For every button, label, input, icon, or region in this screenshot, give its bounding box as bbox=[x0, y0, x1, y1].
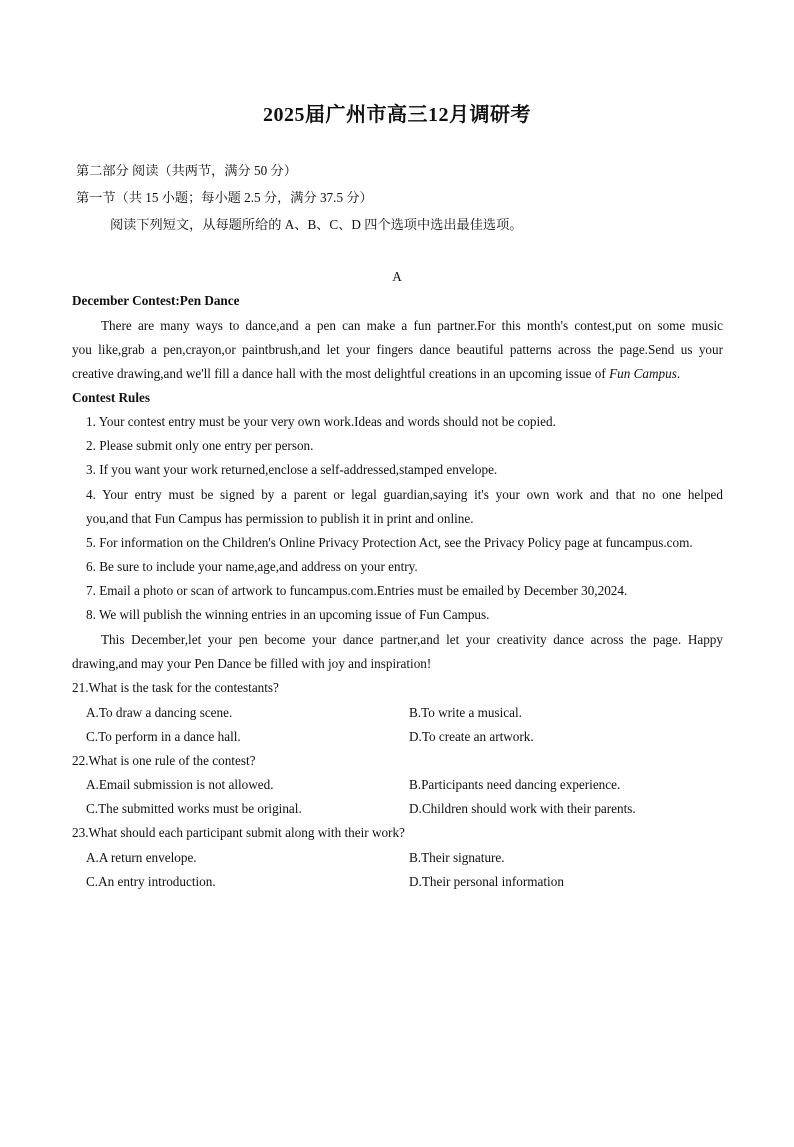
option-d[interactable]: D.To create an artwork. bbox=[409, 729, 534, 744]
rule-item: 4. Your entry must be signed by a parent or legal guardian,saying it's your own work and that no one helped bbox=[86, 487, 723, 502]
intro-line: There are many ways to dance,and a pen can make a fun partner.For this month's contest,put on some music bbox=[101, 318, 723, 333]
rule-item-cont: you,and that Fun Campus has permission to publish it in print and online. bbox=[86, 511, 474, 526]
rule-item: 7. Email a photo or scan of artwork to funcampus.com.Entries must be emailed by December 30,2024. bbox=[86, 583, 628, 598]
rule-item: 2. Please submit only one entry per person. bbox=[86, 438, 314, 453]
option-c[interactable]: C.The submitted works must be original. bbox=[86, 801, 302, 816]
question-stem: 22.What is one rule of the contest? bbox=[72, 753, 256, 768]
rule-item: 1. Your contest entry must be your very own work.Ideas and words should not be copied. bbox=[86, 414, 556, 429]
rule-item: 3. If you want your work returned,enclose a self-addressed,stamped envelope. bbox=[86, 462, 498, 477]
closing-line: drawing,and may your Pen Dance be filled with joy and inspiration! bbox=[72, 656, 432, 671]
rule-item: 8. We will publish the winning entries in an upcoming issue of Fun Campus. bbox=[86, 607, 490, 622]
option-b[interactable]: B.To write a musical. bbox=[409, 705, 522, 720]
option-c[interactable]: C.An entry introduction. bbox=[86, 874, 216, 889]
magazine-name: Fun Campus bbox=[609, 366, 677, 381]
closing-line: This December,let your pen become your dance partner,and let your creativity dance across the page. Happy bbox=[101, 632, 723, 647]
question-stem: 21.What is the task for the contestants? bbox=[72, 680, 279, 695]
option-a[interactable]: A.A return envelope. bbox=[86, 850, 197, 865]
rule-item: 5. For information on the Children's Online Privacy Protection Act, see the Privacy Policy page at funcampus.com. bbox=[86, 535, 693, 550]
option-b[interactable]: B.Their signature. bbox=[409, 850, 505, 865]
intro-text: creative drawing,and we'll fill a dance hall with the most delightful creations in an upcoming issue of bbox=[72, 366, 610, 381]
option-a[interactable]: A.To draw a dancing scene. bbox=[86, 705, 233, 720]
passage-label: A bbox=[392, 269, 402, 284]
option-b[interactable]: B.Participants need dancing experience. bbox=[409, 777, 621, 792]
section-part: 第二部分 阅读（共两节，满分 50 分） bbox=[76, 163, 297, 178]
rules-heading: Contest Rules bbox=[72, 390, 151, 405]
intro-line-last bbox=[72, 365, 680, 383]
section-subsection: 第一节（共 15 小题；每小题 2.5 分，满分 37.5 分） bbox=[76, 190, 373, 205]
passage-heading: December Contest:Pen Dance bbox=[72, 293, 240, 308]
question-stem: 23.What should each participant submit along with their work? bbox=[72, 825, 405, 840]
section-instruction: 阅读下列短文，从每题所给的 A、B、C、D 四个选项中选出最佳选项。 bbox=[110, 217, 523, 232]
intro-end: . bbox=[676, 366, 681, 381]
rule-item: 6. Be sure to include your name,age,and address on your entry. bbox=[86, 559, 418, 574]
intro-line: you like,grab a pen,crayon,or paintbrush,and let your fingers dance beautiful patterns across the page.Send us your bbox=[72, 342, 723, 357]
option-c[interactable]: C.To perform in a dance hall. bbox=[86, 729, 241, 744]
option-a[interactable]: A.Email submission is not allowed. bbox=[86, 777, 274, 792]
option-d[interactable]: D.Children should work with their parents. bbox=[409, 801, 636, 816]
option-d[interactable]: D.Their personal information bbox=[409, 874, 564, 889]
page-title: 2025届广州市高三12月调研考 bbox=[263, 104, 531, 126]
